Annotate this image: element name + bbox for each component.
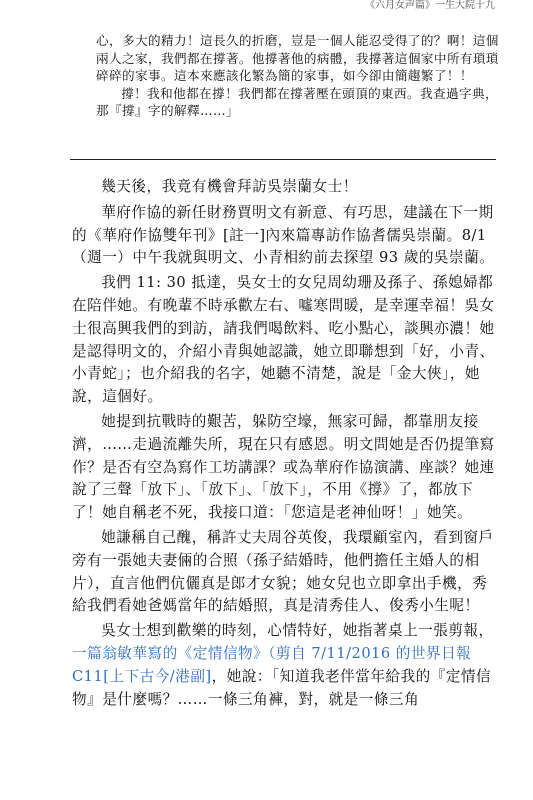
quote-paragraph-1: 心，多大的精力！這長久的折磨，豈是一個人能忍受得了的？啊！這個兩人之家，我們都在撐著。他撐著他的病體，我撐著這個家中所有瑣瑣碎碎的家事。這本來應該化繁為簡的家事，如今卻由簡趨繁了！！ [96,33,499,83]
article-body [72,176,500,713]
paragraph-1: 幾天後，我竟有機會拜訪吳崇蘭女士！ [101,178,358,195]
quoted-passage [96,32,500,120]
paragraph-6-text-b: ，她說：「知道我老伴當年給我的『定情信物』是什麼嗎？……一條三角褲，對，就是一條三角 [72,667,492,708]
running-header: 《六月女声篇》一生大院十九 [365,0,495,11]
section-divider [70,159,496,160]
paragraph-4: 她提到抗戰時的艱苦，躲防空壕，無家可歸，都靠朋友接濟，……走過流離失所，現在只有感恩。明文問她是否仍提筆寫作？是否有空為寫作工坊講課？或為華府作協演講、座談？她連說了三聲「放下」、「放下」、「放下」，不用《撐》了，都放下了！她自稱老不死，我接口道：「您這是老神仙呀！」她笑。 [72,412,495,522]
paragraph-6-text-a: 吳女士想到歡樂的時刻，心情特好，她指著桌上一張剪報， [101,622,494,640]
quote-paragraph-2: 撐！我和他都在撐！我們都在撐著壓在頭頂的東西。我查過字典，那『撐』字的解釋……」 [96,85,499,118]
paragraph-3: 我們 11: 30 抵達，吳女士的女兒周幼珊及孫子、孫媳婦都在陪伴她。有晚輩不時承歡左右、噓寒問暖，是幸運幸福！吳女士很高興我們的到訪，請我們喝飲料、吃小點心，談興亦濃！她是認得明文的，介紹小青與她認識，她立即聯想到「好，小青、小青蛇」；也介紹我的名字，她聽不清楚，說是「金大俠」，她說，這個好。 [72,274,495,406]
clipping-citation: 一篇翁敏華寫的《定情信物》（剪自 7/11/2016 的世界日報 C11[上下古今/港副] [72,644,472,685]
paragraph-5: 她謙稱自己醜，稱許丈夫周谷英俊，我環顧室內，看到窗戶旁有一張她夫妻倆的合照（孫子結婚時，他們擔任主婚人的相片），直言他們伉儷真是郎才女貌；她女兒也立即拿出手機，秀給我們看她爸媽當年的結婚照，真是清秀佳人、俊秀小生呢！ [72,528,494,615]
paragraph-2: 華府作協的新任財務賈明文有新意、有巧思，建議在下一期的《華府作協雙年刊》[註一]內來篇專訪作協耆儒吳崇蘭。8/1（週一）中午我就與明文、小青相約前去探望 93 歲的吳崇蘭。 [72,203,495,267]
paragraph-6 [72,620,500,711]
